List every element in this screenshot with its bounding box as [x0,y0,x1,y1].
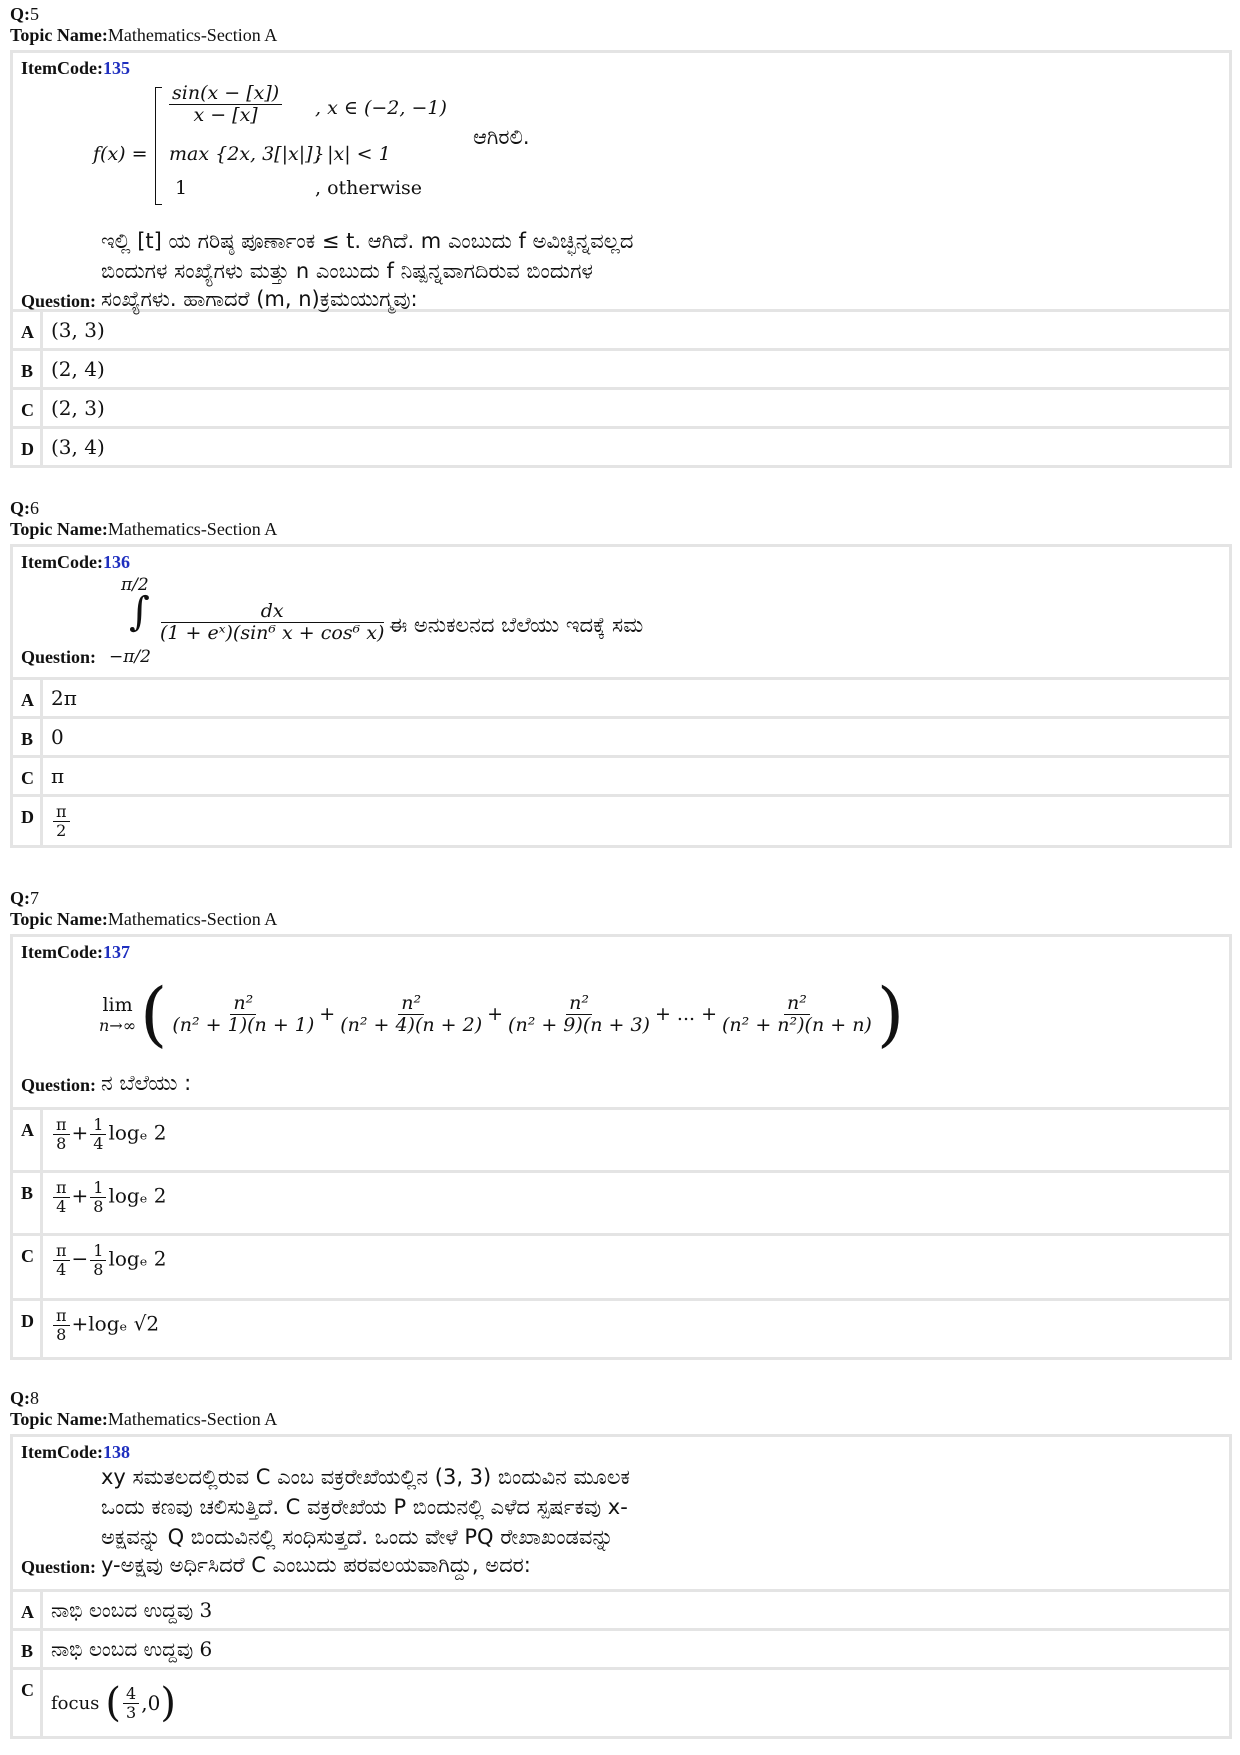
item-code: ItemCode:136 [21,552,130,572]
question-text-line-2: ಬಿಂದುಗಳ ಸಂಖ್ಯೆಗಳು ಮತ್ತು n ಎಂಬುದು f ನಿಷ್ಪನ್ನವಾಗದಿರುವ ಬಿಂದುಗಳ [101,259,593,283]
question-box: ItemCode:135 f(x) = $\frac{\sin(x - [x])}{x - [x]}$ , x ∈ (−2, −1) max {2x, 3[|x|]} , |x| < 1 1 , otherwise ಆಗಿರಲಿ. ಇಲ್ಲಿ [t] ಯ ಗರಿಷ್ಠ ಪೂರ್ಣಾಂಕ ≤ t. ಆಗಿದೆ. m ಎಂಬುದು f ಅವಿಚ್ಛಿನ್ನವಲ್ಲದ ಬಿಂದುಗಳ ಸಂಖ್ಯೆಗಳು ಮತ್ತು n ಎಂಬುದು f ನಿಷ್ಪನ್ನವಾಗದಿರುವ ಬಿಂದುಗಳ Question: ಸಂಖ್ಯೆಗಳು. ಹಾಗಾದರೆ (m, n)ಕ್ರಮಯುಗ್ಮವು: [13,53,1229,309]
topic-name: Topic Name:Mathematics-Section A [10,909,278,929]
question-label: Question: [21,291,97,311]
option-a[interactable]: A (3, 3) [13,309,1229,348]
question-number: Q:5 [10,4,39,24]
option-d[interactable]: D (3, 4) [13,426,1229,465]
question-number: Q:8 [10,1388,39,1408]
question-number: Q:7 [10,888,39,908]
option-b[interactable]: B $\frac{\pi}{4}$ + $\frac{1}{8}$ logₑ 2 [13,1170,1229,1233]
question-label: Question: [21,1557,97,1577]
question-panel [10,544,1232,848]
question-number: Q:6 [10,498,39,518]
topic-name: Topic Name:Mathematics-Section A [10,25,278,45]
option-a[interactable]: A ನಾಭಿ ಲಂಬದ ಉದ್ದವು 3 [13,1589,1229,1628]
item-code: ItemCode:135 [21,58,130,78]
question-box: ItemCode:136 Question: π/2 ∫ −π/2 $\frac{dx}{\text{(1 + eˣ)(sin⁶ x + cos⁶ x)}}$ ಈ ಅನುಕಲನದ ಬೆಲೆಯು ಇದಕ್ಕೆ ಸಮ [13,547,1229,677]
question-label: Question: [21,1075,97,1095]
item-code: ItemCode:137 [21,942,130,962]
option-a[interactable]: A 2π [13,677,1229,716]
limit-expression: lim n→∞ ( $\frac{\text{n²}}{\text{(n² + 1)(n + 1)}}$ + $\frac{\text{n²}}{\text{(n² + 4)(n + 2)}}$ + $\frac{\text{n²}}{\text{(n² + 9)(n + 3)}}$ + ... + $\frac{\text{n²}}{\text{(n² + n²)(n + n)}}$ ) [99,973,905,1055]
question-box [13,1437,1229,1589]
option-d[interactable]: D $\frac{\pi}{8}$ +logₑ √2 [13,1298,1229,1357]
option-c[interactable]: C (2, 3) [13,387,1229,426]
question-text-line-1: ಇಲ್ಲಿ [t] ಯ ಗರಿಷ್ಠ ಪೂರ್ಣಾಂಕ ≤ t. ಆಗಿದೆ. m ಎಂಬುದು f ಅವಿಚ್ಛಿನ್ನವಲ್ಲದ [101,229,634,253]
question-text-line-2: ಒಂದು ಕಣವು ಚಲಿಸುತ್ತಿದೆ. C ವಕ್ರರೇಖೆಯ P ಬಿಂದುನಲ್ಲಿ ಎಳೆದ ಸ್ಪರ್ಷಕವು x- [101,1495,628,1519]
question-block-8 [10,1388,1230,1739]
option-b[interactable]: B (2, 4) [13,348,1229,387]
option-a[interactable]: A $\frac{\pi}{8}$ + $\frac{1}{4}$ logₑ 2 [13,1107,1229,1170]
option-b[interactable]: B ನಾಭಿ ಲಂಬದ ಉದ್ದವು 6 [13,1628,1229,1667]
topic-name: Topic Name:Mathematics-Section A [10,1409,278,1429]
option-b[interactable]: B 0 [13,716,1229,755]
option-d[interactable]: D $\frac{\pi}{2}$ [13,794,1229,845]
question-panel [10,1434,1232,1739]
question-text-line-1: xy ಸಮತಲದಲ್ಲಿರುವ C ಎಂಬ ವಕ್ರರೇಖೆಯಲ್ಲಿನ (3, 3) ಬಿಂದುವಿನ ಮೂಲಕ [101,1465,630,1489]
question-block-5 [10,4,1230,468]
question-block-6 [10,498,1230,848]
option-c[interactable]: C focus ( $\frac{4}{3}$ ,0 ) [13,1667,1229,1736]
topic-name: Topic Name:Mathematics-Section A [10,519,278,539]
question-text-line-4: y-ಅಕ್ಷವು ಅರ್ಧಿಸಿದರೆ C ಎಂಬುದು ಪರವಲಯವಾಗಿದ್ದು, ಅದರ: [101,1553,531,1577]
question-label: Question: [21,647,97,667]
option-c[interactable]: C $\frac{\pi}{4}$ − $\frac{1}{8}$ logₑ 2 [13,1233,1229,1298]
question-panel [10,50,1232,468]
question-text-line: ನ ಬೆಲೆಯು : [101,1071,192,1095]
question-block-7 [10,888,1230,1360]
question-panel [10,934,1232,1360]
item-code: ItemCode:138 [21,1442,130,1462]
question-text-line-3: ಅಕ್ಷವನ್ನು Q ಬಿಂದುವಿನಲ್ಲಿ ಸಂಧಿಸುತ್ತದೆ. ಒಂದು ವೇಳೆ PQ ರೇಖಾಖಂಡವನ್ನು [101,1525,614,1549]
question-box [13,937,1229,1107]
option-c[interactable]: C π [13,755,1229,794]
question-text-line-3: ಸಂಖ್ಯೆಗಳು. ಹಾಗಾದರೆ (m, n)ಕ್ರಮಯುಗ್ಮವು: [101,287,418,311]
